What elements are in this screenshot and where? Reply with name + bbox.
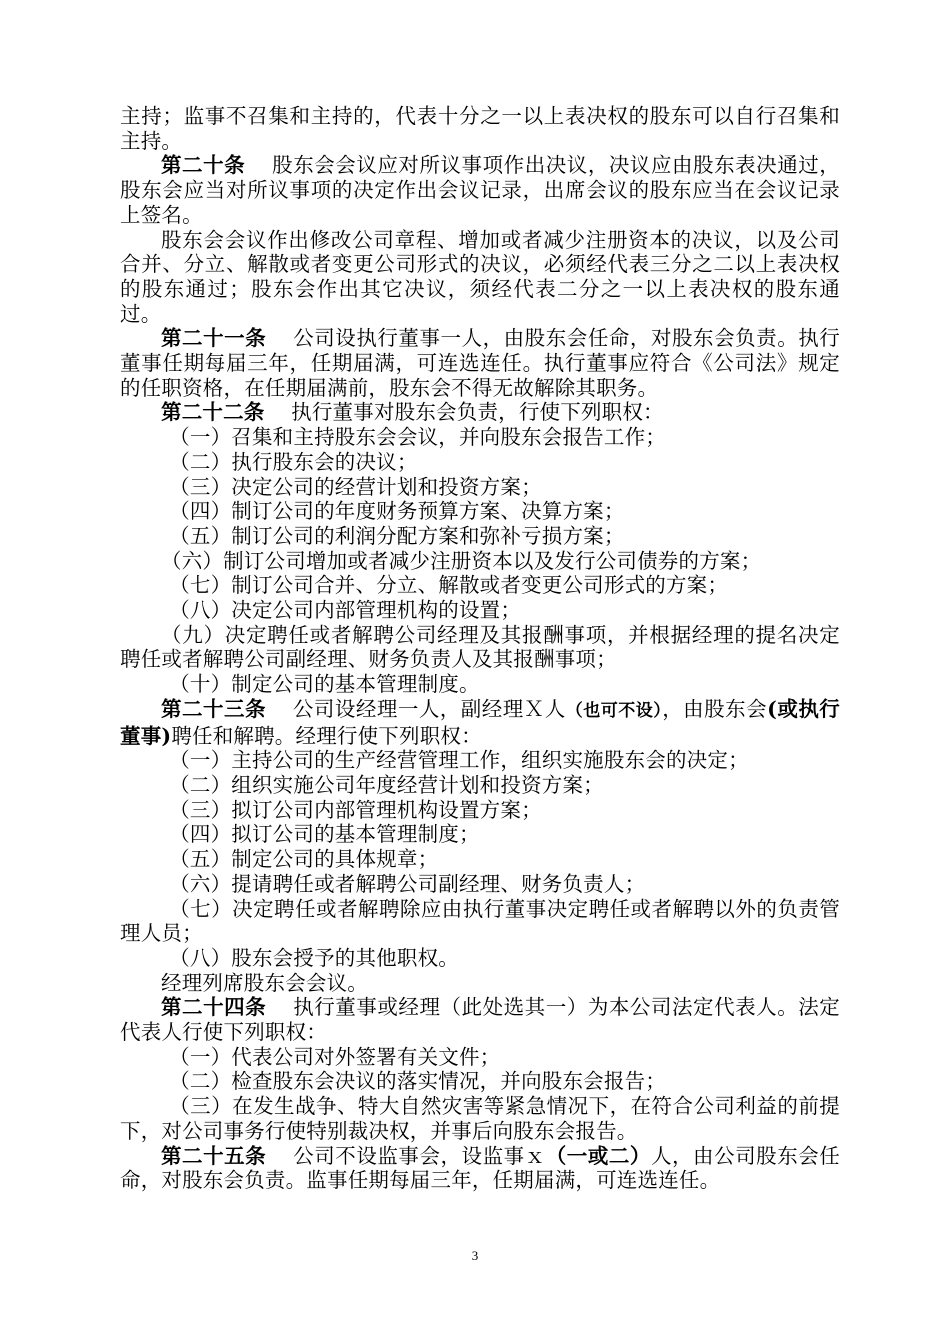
list-item: （三）决定公司的经营计划和投资方案；: [169, 474, 542, 499]
article-20-text: 股东会会议应对所议事项作出决议，决议应由股东表决通过，股东会应当对所议事项的决定作出会议记录，出席会议的股东应当在会议记录上签名。: [120, 153, 840, 227]
list-item: （七）制订公司合并、分立、解散或者变更公司形式的方案；: [169, 573, 729, 598]
paragraph-continuation: 主持；监事不召集和主持的，代表十分之一以上表决权的股东可以自行召集和主持。: [120, 104, 840, 153]
list-item: （二）组织实施公司年度经营计划和投资方案；: [169, 772, 604, 797]
article-25-text-b: 人，由公司股东会任命，对股东会负责。监事任期每届三年，任期届满，可连选连任。: [120, 1143, 840, 1193]
list-item: （二）执行股东会的决议；: [169, 449, 418, 474]
article-23: [120, 697, 840, 748]
list-item: （五）制定公司的具体规章；: [169, 847, 439, 872]
article-24-title: 第二十四条: [161, 995, 267, 1020]
list-item: （六）制订公司增加或者减少注册资本以及发行公司债券的方案；: [161, 548, 762, 573]
article-20-title: 第二十条: [161, 153, 246, 178]
list-item: （六）提请聘任或者解聘公司副经理、财务负责人；: [169, 871, 646, 896]
page-number: 3: [471, 1248, 479, 1263]
list-item: （三）在发生战争、特大自然灾害等紧急情况下，在符合公司利益的前提下，对公司事务行使特别裁决权，并事后向股东会报告。: [120, 1094, 840, 1143]
article-25-title: 第二十五条: [161, 1143, 267, 1168]
article-21-title: 第二十一条: [161, 326, 267, 351]
article-24-text: 执行董事或经理（此处选其一）为本公司法定代表人。法定代表人行使下列职权：: [120, 995, 840, 1045]
article-24: [120, 995, 840, 1044]
article-22-text: 执行董事对股东会负责，行使下列职权：: [291, 400, 664, 425]
article-23-note: （也可不设）: [565, 700, 663, 721]
list-item: （一）代表公司对外签署有关文件；: [169, 1044, 501, 1069]
list-item: （九）决定聘任或者解聘公司经理及其报酬事项，并根据经理的提名决定聘任或者解聘公司副经理、财务负责人及其报酬事项；: [120, 622, 840, 672]
article-25: [120, 1144, 840, 1193]
article-23-text-b: ，由股东会: [662, 696, 768, 721]
list-item: （十）制定公司的基本管理制度。: [169, 672, 480, 697]
list-item: （二）检查股东会决议的落实情况，并向股东会报告；: [169, 1069, 666, 1094]
list-item: （一）召集和主持股东会会议，并向股东会报告工作；: [169, 425, 666, 450]
list-item: （一）主持公司的生产经营管理工作，组织实施股东会的决定；: [169, 748, 749, 773]
article-20: [120, 153, 840, 227]
list-item: （四）拟订公司的基本管理制度；: [169, 822, 480, 847]
list-item: （七）决定聘任或者解聘除应由执行董事决定聘任或者解聘以外的负责管理人员；: [120, 896, 840, 946]
article-23-text-c: 聘任和解聘。经理行使下列职权：: [171, 723, 482, 748]
article-23-title: 第二十三条: [161, 696, 266, 721]
article-22-title: 第二十二条: [161, 400, 265, 425]
article-21-text: 公司设执行董事一人，由股东会任命，对股东会负责。执行董事任期每届三年，任期届满，可连选连任。执行董事应符合《公司法》规定的任职资格，在任期届满前，股东会不得无故解除其职务。: [120, 326, 840, 400]
article-23-text-a: 公司设经理一人，副经理Ｘ人: [292, 696, 566, 721]
article-23-executive-note: (或执行董事): [120, 696, 841, 748]
list-item: （四）制订公司的年度财务预算方案、决算方案；: [169, 499, 625, 524]
article-25-count-note: （一或二）: [545, 1143, 651, 1168]
paragraph-resolution-rules: 股东会会议作出修改公司章程、增加或者减少注册资本的决议，以及公司合并、分立、解散或者变更公司形式的决议，必须经代表三分之二以上表决权的股东通过；股东会作出其它决议，须经代表二分之一以上表决权的股东通过。: [120, 227, 840, 326]
article-23-tail: 经理列席股东会会议。: [161, 970, 368, 995]
article-25-text-a: 公司不设监事会，设监事ｘ: [292, 1143, 546, 1168]
list-item: （五）制订公司的利润分配方案和弥补亏损方案；: [169, 523, 625, 548]
list-item: （八）股东会授予的其他职权。: [169, 945, 459, 970]
list-item: （三）拟订公司内部管理机构设置方案；: [169, 797, 542, 822]
list-item: （八）决定公司内部管理机构的设置；: [169, 598, 522, 623]
article-22: [120, 400, 840, 425]
document-body: [120, 104, 840, 1193]
article-21: [120, 326, 840, 400]
